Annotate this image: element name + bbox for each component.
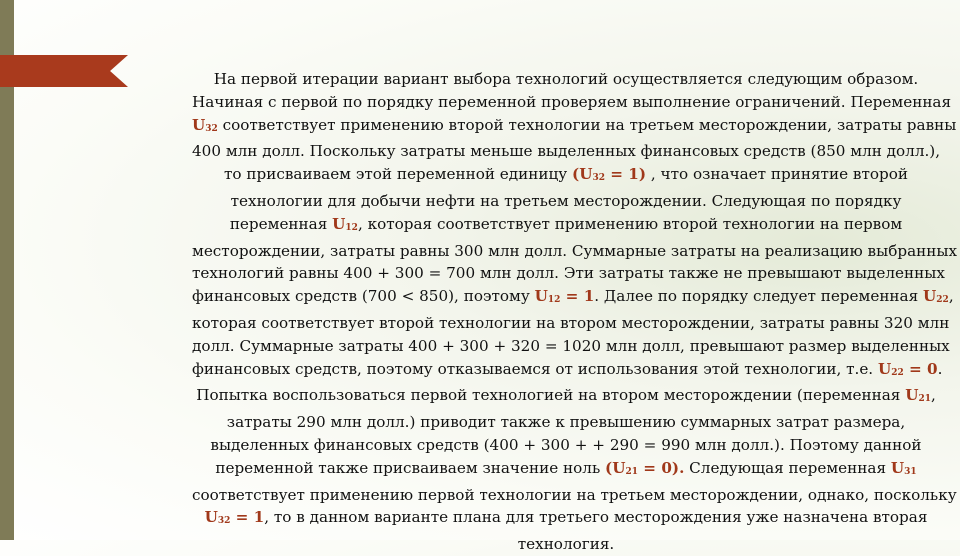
text-line (192, 358, 943, 385)
text-segment: переменная (229, 214, 333, 233)
variable-highlight: $U_{22} = 0$ (877, 359, 938, 378)
text-line (192, 411, 940, 434)
variable-subscript: 21 (625, 466, 639, 477)
text-segment: затраты 290 млн долл.) приводит также к превышению суммарных затрат размера, (226, 413, 906, 432)
text-segment: , (948, 287, 954, 306)
text-segment: . Далее по порядку следует переменная (594, 287, 924, 306)
text-line (192, 240, 958, 263)
text-segment: финансовых средств (700 < 850), поэтому (192, 287, 535, 306)
variable-subscript: 32 (205, 123, 218, 134)
text-line (192, 114, 957, 141)
text-segment: 400 млн долл. Поскольку затраты меньше выделенных финансовых средств (850 млн долл.), (192, 142, 941, 161)
text-line (192, 457, 940, 484)
variable-subscript: 12 (547, 295, 561, 306)
text-segment: то присваиваем этой переменной единицу (224, 165, 573, 184)
text-segment: , (930, 386, 936, 405)
text-line (192, 335, 950, 358)
text-line (192, 434, 940, 457)
text-segment: . (937, 359, 943, 378)
text-line (192, 190, 940, 213)
text-segment: Следующая переменная (684, 458, 891, 477)
text-segment: соответствует применению второй технологии на третьем месторождении, затраты равны (217, 115, 957, 134)
text-line (192, 68, 940, 91)
text-segment: Попытка воспользоваться первой технологией на втором месторождении (переменная (196, 386, 906, 405)
variable-highlight: $U_{12}$ (332, 214, 358, 233)
variable-highlight: $(U_{32} = 1)$ (572, 165, 647, 184)
variable-subscript: 22 (936, 295, 949, 306)
variable-subscript: 22 (891, 367, 904, 378)
text-segment: выделенных финансовых средств (400 + 300 + + 290 = 990 млн долл.). Поэтому данной (210, 435, 922, 454)
text-segment: долл. Суммарные затраты 400 + 300 + 320 = 1020 млн долл, превышают размер выделенных (192, 336, 950, 355)
text-line (192, 484, 957, 507)
text-line (192, 213, 940, 240)
text-segment: технологий равны 400 + 300 = 700 млн долл. Эти затраты также не превышают выделенных (192, 264, 945, 283)
variable-subscript: 32 (592, 173, 605, 184)
text-segment: технологии для добычи нефти на третьем месторождении. Следующая по порядку (230, 191, 902, 210)
text-segment: переменной также присваиваем значение ноль (215, 458, 606, 477)
variable-subscript: 21 (918, 394, 931, 405)
text-line (192, 262, 945, 285)
text-segment: , то в данном варианте плана для третьего месторождения уже назначена вторая (264, 508, 928, 527)
text-segment: Начиная с первой по порядку переменной проверяем выполнение ограничений. Переменная (192, 92, 952, 111)
variable-highlight: $U_{21}$ (905, 386, 931, 405)
slide-body-text (192, 68, 958, 556)
text-segment: , что означает принятие второй (646, 165, 908, 184)
text-line (192, 140, 940, 163)
variable-subscript: 12 (345, 222, 358, 233)
text-segment: месторождении, затраты равны 300 млн долл. Суммарные затраты на реализацию выбранных (192, 241, 958, 260)
accent-ribbon-shape (0, 55, 128, 87)
variable-highlight: $U_{32}$ (192, 115, 218, 134)
variable-highlight: $(U_{21} = 0)$. (605, 458, 685, 477)
text-line (192, 285, 954, 312)
text-segment: которая соответствует второй технологии на втором месторождении, затраты равны 320 млн (192, 313, 950, 332)
variable-highlight: $U_{32} = 1$ (204, 508, 265, 527)
text-line (192, 384, 940, 411)
variable-highlight: $U_{31}$ (890, 458, 917, 477)
text-segment: финансовых средств, поэтому отказываемся от использования этой технологии, т.е. (192, 359, 878, 378)
variable-highlight: $U_{22}$ (923, 287, 949, 306)
text-line (192, 91, 952, 114)
text-line (192, 163, 940, 190)
text-segment: На первой итерации вариант выбора технологий осуществляется следующим образом. (213, 70, 919, 88)
text-line (192, 506, 940, 533)
variable-subscript: 31 (904, 466, 917, 477)
text-segment: , которая соответствует применению второй технологии на первом (357, 214, 903, 233)
variable-highlight: $U_{12} = 1$ (534, 287, 595, 306)
text-line (192, 533, 940, 556)
text-line (192, 312, 950, 335)
variable-subscript: 32 (217, 516, 231, 527)
text-segment: технология. (517, 535, 615, 554)
text-segment: соответствует применению первой технологии на третьем месторождении, однако, поскольку (192, 485, 957, 504)
